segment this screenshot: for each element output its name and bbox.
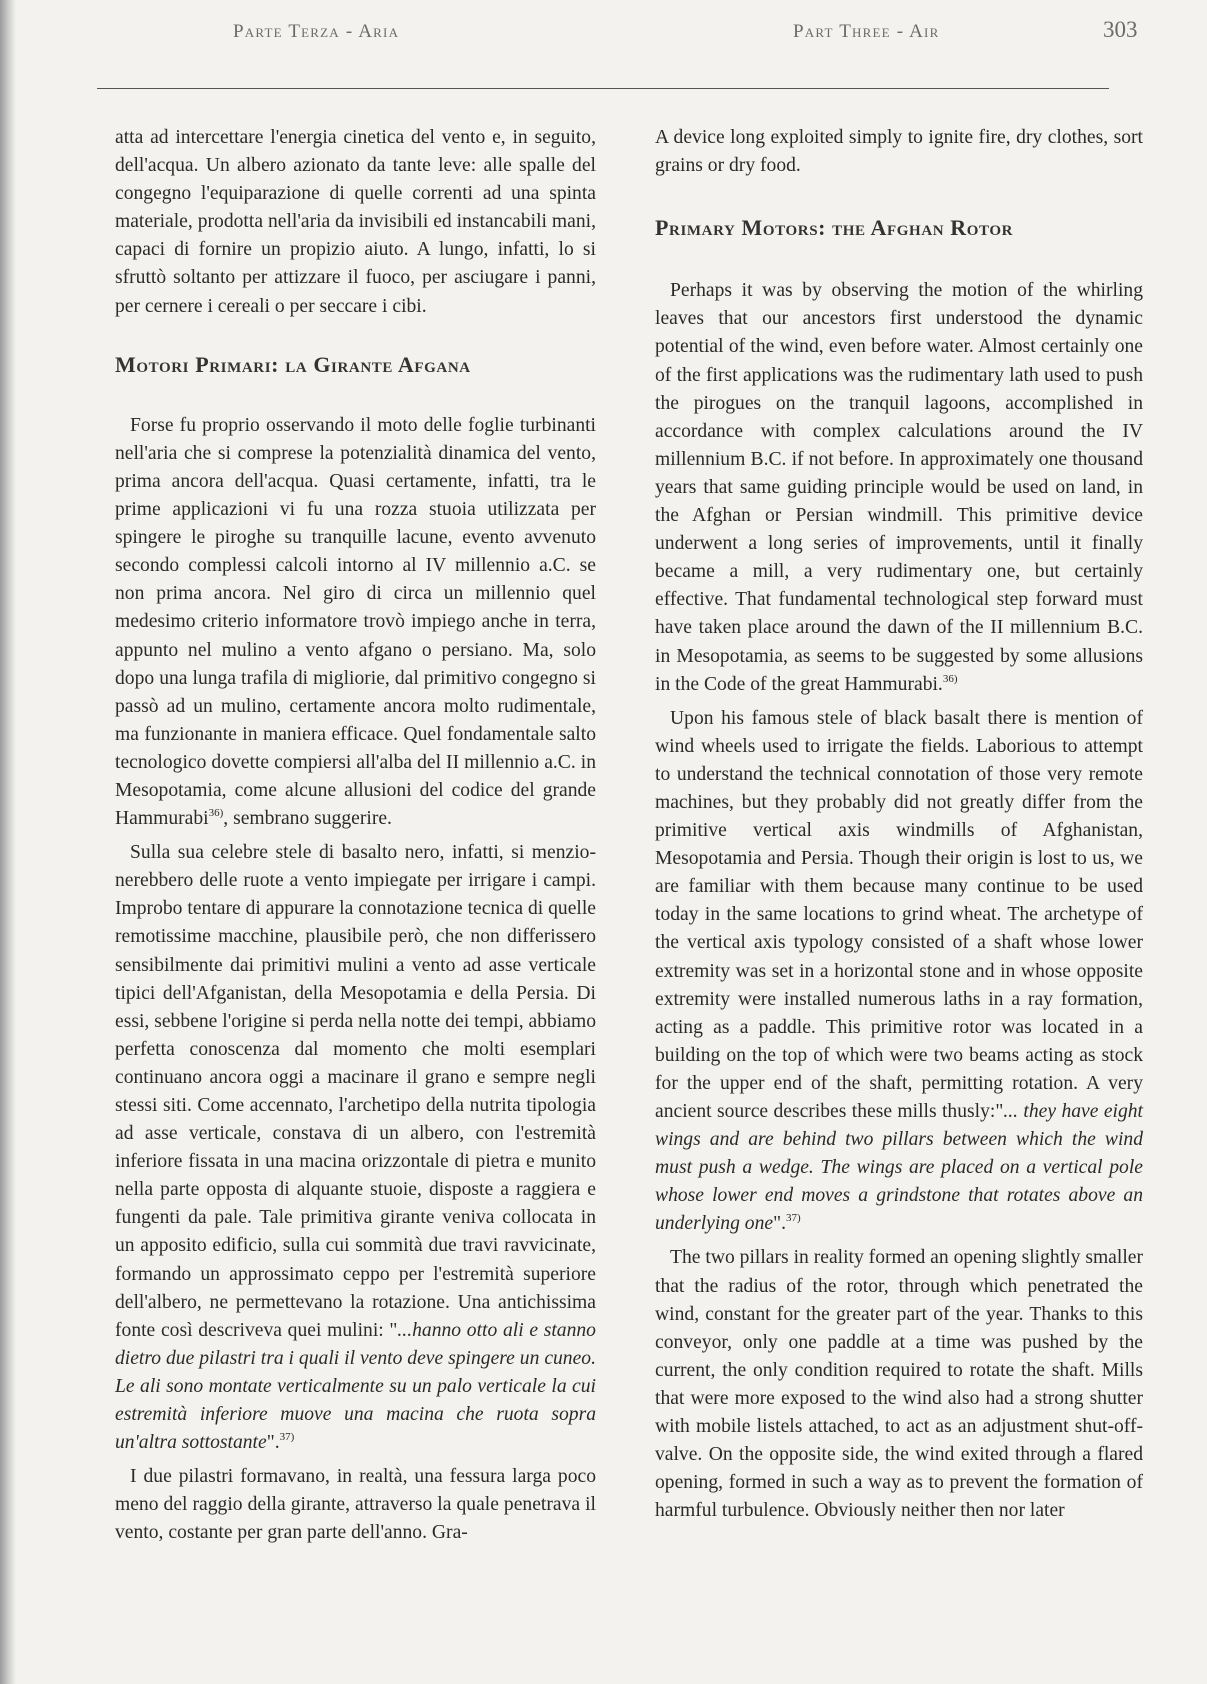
page-number: 303 [1103,17,1138,42]
english-column [655,124,1143,1525]
italian-section-heading: Motori Primari: la Girante Afgana [115,351,471,377]
italian-quote: ...hanno otto ali e stanno dietro due pilastri tra i quali il vento deve spingere un cuneo. Le ali sono montate verticalmente su un palo verticale la cui estremità inferiore muove una macina che ruota sopra un'altra sottostante [115,1319,596,1454]
english-paragraph-3: The two pillars in reality formed an opening slightly smaller that the radius of the rotor, through which penetrated the wind, constant for the greater part of the year. Thanks to this conveyor, only one paddle at a time was pushed by the current, the only condition required to rotate the shaft. Mills that were more exposed to the wind also had a strong shutter with mobile listels attached, to act as an adjustment shut-off-valve. On the opposite side, the wind exited through a flared opening, formed in such a way as to prevent the formation of harmful turbulence. Obviously neither then nor later [655,1247,1143,1522]
english-p2-text: Upon his famous stele of black basalt there is mention of wind wheels used to irrigate the fields. Laborious to attempt to understand the technical connotation of those very remote machines, but they probably did not greatly differ from the primitive vertical axis windmills of Afghanistan, Mesopotamia and Persia. Though their origin is lost to us, we are familiar with them because many continue to be used today in the same locations to grind wheat. The archetype of the vertical axis typology consisted of a shaft whose lower extremity was set in a horizontal stone and in whose opposite extremity were installed numerous laths in a ray formation, acting as a paddle. This primitive rotor was located in a building on the top of which were two beams acting as stock for the upper end of the shaft, permitting rotation. A very ancient source describes these mills thusly:" [655,707,1143,1122]
book-binding-shadow [0,0,16,1684]
italian-intro-paragraph: atta ad intercettare l'energia cinetica del vento e, in seguito, dell'acqua. Un albero azionato da tante leve: alle spalle del congegno l'equiparazione di quelle correnti ad una spinta materiale, prodotta nell'aria da invisibili ed instancabili mani, capaci di fornire un propizio aiuto. A lungo, infatti, lo si sfruttò soltanto per attizzare il fuoco, per asciugare i panni, per cernere i cereali o per seccare i cibi. [115,127,596,317]
running-head-italian: Parte Terza - Aria [233,21,400,42]
english-section-heading: Primary Motors: the Afghan Rotor [655,215,1014,241]
italian-paragraph-3: I due pilastri formavano, in realtà, una fessura larga poco meno del raggio della girante, attraverso la quale penetrava il vento, costante per gran parte dell'anno. Gra- [115,1466,596,1544]
italian-p2-text: Sulla sua celebre stele di basalto nero, infatti, si menzionerebbero delle ruote a vento impiegate per irrigare i campi. Improbo tentare di appurare la connotazione tecnica di quelle remotissime macchine, plausibile però, che non differissero sensibilmente dai primitivi mulini a vento ad asse verticale tipici dell'Afganistan, della Mesopotamia e della Persia. Di essi, sebbene l'origine si perda nella notte dei tempi, abbiamo perfetta conoscenza dal momento che molti esemplari continuano ancora oggi a macinare il grano e sempre negli stessi siti. Come accennato, l'archetipo della nutrita tipologia ad asse verticale, constava di un albero, con l'estremità inferiore fissata in una macina orizzontale di pietra e munito nella parte opposta di alquante stuoie, disposte a raggiera e fungenti da pale. Tale primitiva girante veniva collocata in un apposito edificio, sulla cui sommità due travi ravvicinate, formando un approssimato ceppo per l'estremità superiore dell'albero, ne permettevano la rotazione. Una antichissima fonte così descriveva quei mulini: " [115,842,596,1341]
footnote-ref-37: 37) [786,1212,801,1225]
running-head-english: Part Three - Air [793,21,940,42]
italian-paragraph-2 [115,839,596,1457]
italian-p1-text: Forse fu proprio osservando il moto delle foglie turbinanti nell'aria che si comprese la potenzialità dinamica del vento, prima ancora dell'acqua. Quasi certamente, infatti, tra le prime applicazioni vi fu una rozza stuoia utilizzata per spingere le piroghe su tranquille lacune, evento avvenuto secondo complessi calcoli intorno al IV millennio a.C. se non prima ancora. Nel giro di circa un millennio quel medesimo criterio informatore trovò impiego anche in terra, appunto nel mulino a vento afgano o persiano. Ma, solo dopo una lunga trafila di migliorie, dal primitivo congegno si passò ad un mulino, certamente ancora molto rudimentale, ma funzionante in maniera efficace. Quel fondamentale salto tecnologico dovette compiersi all'alba del II millennio a.C. in Mesopotamia, come alcune allusioni del codice del grande Hammurabi [115,414,596,830]
italian-paragraph-1 [115,412,596,833]
english-intro-paragraph: A device long exploited simply to ignite fire, dry clothes, sort grains or dry food. [655,127,1143,177]
italian-p2-end: ". [266,1432,280,1454]
footnote-ref-36: 36) [208,807,224,820]
header-rule [97,88,1109,89]
footnote-ref-36: 36) [942,672,958,685]
english-p2-end: ". [773,1213,786,1235]
italian-column [115,124,596,1548]
english-quote: ... they have eight wings and are behind two pillars between which the wind must push a wedge. The wings are placed on a vertical pole whose lower end moves a grindstone that rotates above an underlying one [655,1101,1143,1235]
italian-p1-end: , sembrano suggerire. [223,808,392,830]
footnote-ref-37: 37) [279,1431,295,1444]
english-paragraph-2 [655,705,1143,1239]
english-p1-text: Perhaps it was by observing the motion of the whirling leaves that our ancestors first understood the dynamic potential of the wind, even before water. Almost certainly one of the first applications was the rudimentary lath used to push the pirogues on the tranquil lagoons, accomplished in accordance with complex calculations around the IV millennium B.C. if not before. In approximately one thousand years that same guiding principle would be used on land, in the Afghan or Persian windmill. This primitive device underwent a long series of improvements, until it finally became a mill, a very rudimentary one, but certainly effective. That fundamental technological step forward must have taken place around the dawn of the II millennium B.C. in Mesopotamia, as seems to be suggested by some allusions in the Code of the great Hammurabi. [655,280,1143,695]
english-paragraph-1 [655,277,1143,698]
